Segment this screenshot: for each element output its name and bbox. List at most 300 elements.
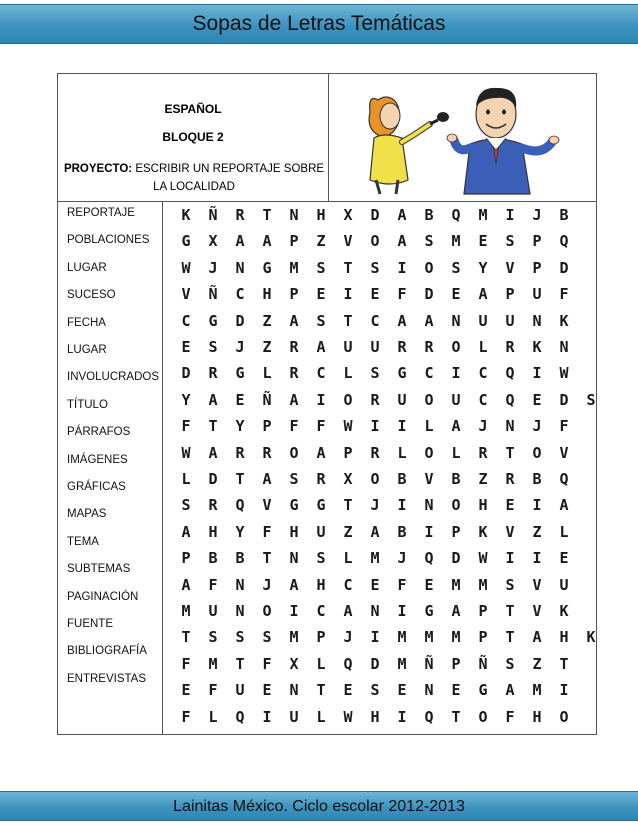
grid-letter: F <box>181 654 191 673</box>
word-list-item: BIBLIOGRAFÍA <box>67 645 147 658</box>
grid-letter: X <box>208 232 218 251</box>
grid-letter: I <box>532 549 542 568</box>
grid-letter: S <box>262 628 272 647</box>
grid-letter: O <box>289 443 299 462</box>
grid-letter: E <box>505 496 515 515</box>
grid-letter: O <box>343 390 353 409</box>
grid-letter: M <box>424 628 434 647</box>
grid-letter: X <box>289 654 299 673</box>
grid-letter: E <box>424 575 434 594</box>
grid-letter: F <box>262 654 272 673</box>
grid-letter: I <box>532 496 542 515</box>
word-list <box>58 202 163 734</box>
grid-letter: U <box>478 311 488 330</box>
grid-letter: T <box>316 681 326 700</box>
word-list-item: PAGINACIÓN <box>67 590 139 603</box>
grid-letter: I <box>343 285 353 304</box>
grid-letter: B <box>451 470 461 488</box>
grid-letter: N <box>532 311 542 330</box>
grid-letter: H <box>289 522 299 541</box>
grid-letter: C <box>235 285 245 304</box>
grid-letter: N <box>424 681 434 700</box>
grid-letter: X <box>343 470 353 488</box>
grid-letter: J <box>343 628 353 647</box>
grid-letter: U <box>316 522 326 541</box>
grid-letter: T <box>505 628 515 647</box>
grid-letter: L <box>343 364 353 383</box>
grid-letter: V <box>181 285 191 304</box>
grid-letter: U <box>451 390 461 409</box>
grid-letter: J <box>208 258 218 277</box>
grid-letter: F <box>559 285 569 304</box>
grid-letter: U <box>289 707 299 726</box>
grid-letter: L <box>478 338 488 356</box>
word-list-item: TEMA <box>67 535 99 548</box>
grid-letter: Q <box>235 707 245 726</box>
grid-letter: U <box>370 338 380 356</box>
grid-letter: W <box>343 707 353 726</box>
grid-letter: F <box>181 417 191 436</box>
grid-letter: A <box>370 522 380 541</box>
grid-letter: Q <box>451 206 461 224</box>
grid-letter: A <box>505 681 515 700</box>
word-list-item: ENTREVISTAS <box>67 672 147 685</box>
grid-letter: Y <box>478 258 488 277</box>
grid-letter: W <box>181 443 191 462</box>
grid-letter: V <box>559 443 569 462</box>
grid-letter: I <box>397 602 407 620</box>
word-list-item: INVOLUCRADOS <box>67 371 160 384</box>
grid-letter: H <box>316 575 326 594</box>
grid-letter: A <box>316 443 326 462</box>
grid-letter: J <box>262 575 272 594</box>
grid-letter: M <box>181 602 191 620</box>
grid-letter: J <box>532 206 542 224</box>
grid-letter: L <box>316 654 326 673</box>
grid-letter: C <box>343 575 353 594</box>
grid-letter: W <box>343 417 353 436</box>
grid-letter: L <box>397 443 407 462</box>
grid-letter: B <box>424 206 434 224</box>
grid-letter: Q <box>424 707 434 726</box>
word-list-item: SUBTEMAS <box>67 563 131 576</box>
grid-letter: M <box>289 258 299 277</box>
grid-letter: D <box>181 364 191 383</box>
grid-letter: F <box>289 417 299 436</box>
grid-letter: F <box>505 707 515 726</box>
grid-letter: X <box>343 206 353 224</box>
grid-letter: B <box>397 470 407 488</box>
grid-letter: T <box>343 258 353 277</box>
grid-letter: M <box>397 654 407 673</box>
grid-letter: S <box>505 232 515 251</box>
grid-letter: S <box>370 364 380 383</box>
grid-letter: A <box>262 470 272 488</box>
grid-letter: E <box>181 681 191 700</box>
grid-letter: I <box>532 364 542 383</box>
grid-letter: C <box>316 602 326 620</box>
grid-letter: Z <box>262 311 272 330</box>
grid-letter: N <box>505 417 515 436</box>
grid-letter: U <box>559 575 569 594</box>
word-list-item: IMÁGENES <box>67 453 128 466</box>
word-list-item: SUCESO <box>67 289 116 302</box>
grid-letter: H <box>262 285 272 304</box>
grid-letter: I <box>316 390 326 409</box>
grid-letter: K <box>478 522 488 541</box>
grid-letter: B <box>397 522 407 541</box>
grid-letter: J <box>478 417 488 436</box>
grid-letter: S <box>181 496 191 515</box>
grid-letter: N <box>370 602 380 620</box>
grid-letter: A <box>181 575 191 594</box>
grid-letter: K <box>532 338 542 356</box>
word-list-item: LUGAR <box>67 261 107 274</box>
grid-letter: U <box>505 311 515 330</box>
grid-letter: F <box>181 707 191 726</box>
grid-letter: A <box>262 232 272 251</box>
worksheet-frame <box>57 73 597 735</box>
grid-letter: T <box>343 311 353 330</box>
grid-letter: M <box>208 654 218 673</box>
grid-letter: Q <box>424 549 434 568</box>
grid-letter: E <box>370 285 380 304</box>
grid-letter: S <box>289 470 299 488</box>
grid-letter: A <box>397 232 407 251</box>
grid-letter: D <box>451 549 461 568</box>
grid-letter: T <box>505 602 515 620</box>
grid-letter: A <box>208 443 218 462</box>
word-list-item: GRÁFICAS <box>67 481 126 493</box>
grid-letter: P <box>289 232 299 251</box>
grid-letter: O <box>424 443 434 462</box>
grid-letter: T <box>181 628 191 647</box>
grid-letter: P <box>316 628 326 647</box>
grid-letter: A <box>343 602 353 620</box>
grid-letter: P <box>343 443 353 462</box>
grid-letter: R <box>478 443 488 462</box>
grid-letter: A <box>289 575 299 594</box>
grid-letter: P <box>478 628 488 647</box>
grid-letter: R <box>370 443 380 462</box>
grid-letter: R <box>289 364 299 383</box>
grid-letter: L <box>343 549 353 568</box>
grid-letter: O <box>478 707 488 726</box>
grid-letter: O <box>424 258 434 277</box>
grid-letter: C <box>370 311 380 330</box>
grid-letter: C <box>478 364 488 383</box>
grid-letter: B <box>559 206 569 224</box>
grid-letter: L <box>316 707 326 726</box>
word-list-item: LUGAR <box>67 344 107 356</box>
grid-letter: N <box>289 206 299 224</box>
grid-letter: I <box>424 522 434 541</box>
grid-letter: R <box>208 364 218 383</box>
grid-letter: S <box>424 232 434 251</box>
grid-letter: A <box>208 390 218 409</box>
grid-letter: S <box>316 258 326 277</box>
word-list-item: MAPAS <box>67 508 107 521</box>
grid-letter: T <box>451 707 461 726</box>
grid-letter: D <box>559 390 569 409</box>
grid-letter: S <box>235 628 245 647</box>
grid-letter: E <box>370 575 380 594</box>
grid-letter: W <box>478 549 488 568</box>
grid-letter: L <box>181 470 191 488</box>
grid-letter: O <box>370 470 380 488</box>
grid-letter: O <box>451 338 461 356</box>
grid-letter: Y <box>181 390 191 409</box>
grid-letter: B <box>235 549 245 568</box>
grid-letter: Z <box>343 522 353 541</box>
grid-letter: D <box>235 311 245 330</box>
grid-letter: Q <box>559 470 569 488</box>
grid-letter: S <box>316 311 326 330</box>
grid-letter: S <box>208 338 218 356</box>
grid-letter: G <box>208 311 218 330</box>
grid-letter: V <box>505 258 515 277</box>
word-list-item: FECHA <box>67 316 106 329</box>
grid-letter: A <box>289 390 299 409</box>
grid-letter: Ñ <box>208 285 218 304</box>
grid-letter: G <box>424 602 434 620</box>
grid-letter: G <box>181 232 191 251</box>
grid-letter: D <box>559 258 569 277</box>
grid-letter: F <box>397 285 407 304</box>
grid-letter: E <box>262 681 272 700</box>
grid-letter: I <box>289 602 299 620</box>
grid-letter: D <box>370 654 380 673</box>
grid-letter: B <box>532 470 542 488</box>
grid-letter: K <box>559 311 569 330</box>
grid-letter: C <box>478 390 488 409</box>
grid-letter: G <box>235 364 245 383</box>
grid-letter: M <box>289 628 299 647</box>
grid-letter: A <box>397 206 407 224</box>
grid-letter: G <box>316 496 326 515</box>
grid-letter: S <box>505 654 515 673</box>
grid-letter: R <box>235 443 245 462</box>
grid-letter: N <box>451 311 461 330</box>
grid-letter: I <box>397 496 407 515</box>
grid-letter: E <box>478 232 488 251</box>
grid-letter: K <box>586 628 596 647</box>
project-text: ESCRIBIR UN REPORTAJE SOBRE LA LOCALIDAD <box>132 163 325 193</box>
word-list-item: TÍTULO <box>67 398 108 411</box>
grid-letter: A <box>397 311 407 330</box>
grid-letter: R <box>208 496 218 515</box>
page-title: Sopas de Letras Temáticas <box>192 12 446 35</box>
grid-letter: T <box>343 496 353 515</box>
grid-letter: P <box>451 522 461 541</box>
grid-letter: Ñ <box>208 206 218 224</box>
grid-letter: A <box>289 311 299 330</box>
grid-letter: N <box>235 575 245 594</box>
grid-letter: J <box>370 496 380 515</box>
grid-letter: R <box>262 443 272 462</box>
grid-letter: E <box>532 390 542 409</box>
grid-letter: O <box>559 707 569 726</box>
grid-letter: N <box>559 338 569 356</box>
grid-letter: R <box>397 338 407 356</box>
grid-letter: N <box>289 681 299 700</box>
grid-letter: A <box>316 338 326 356</box>
grid-letter: T <box>235 470 245 488</box>
grid-letter: T <box>559 654 569 673</box>
grid-letter: R <box>505 470 515 488</box>
grid-letter: I <box>505 206 515 224</box>
grid-letter: T <box>262 549 272 568</box>
grid-letter: F <box>262 522 272 541</box>
grid-letter: O <box>262 602 272 620</box>
grid-letter: Z <box>532 522 542 541</box>
grid-letter: O <box>370 232 380 251</box>
grid-letter: I <box>559 681 569 700</box>
grid-letter: T <box>505 443 515 462</box>
grid-letter: T <box>235 654 245 673</box>
grid-letter: H <box>370 707 380 726</box>
grid-letter: A <box>181 522 191 541</box>
grid-letter: I <box>505 549 515 568</box>
grid-letter: Z <box>532 654 542 673</box>
grid-letter: H <box>559 628 569 647</box>
grid-letter: I <box>397 707 407 726</box>
grid-letter: Q <box>343 654 353 673</box>
grid-letter: R <box>370 390 380 409</box>
grid-letter: M <box>478 575 488 594</box>
block-label: BLOQUE 2 <box>162 130 224 144</box>
grid-letter: E <box>235 390 245 409</box>
grid-letter: O <box>424 390 434 409</box>
grid-letter: C <box>316 364 326 383</box>
grid-letter: U <box>532 285 542 304</box>
grid-letter: N <box>235 602 245 620</box>
grid-letter: Z <box>262 338 272 356</box>
grid-letter: M <box>478 206 488 224</box>
grid-letter: Ñ <box>262 390 272 409</box>
header-divider <box>328 74 329 202</box>
grid-letter: I <box>262 707 272 726</box>
footer-banner <box>0 791 638 821</box>
grid-letter: Ñ <box>424 654 434 673</box>
grid-letter: V <box>262 496 272 515</box>
grid-letter: M <box>451 232 461 251</box>
project-label: PROYECTO: <box>63 163 133 175</box>
grid-letter: E <box>343 681 353 700</box>
grid-letter: Z <box>478 470 488 488</box>
grid-letter: S <box>505 575 515 594</box>
grid-letter: L <box>208 707 218 726</box>
grid-letter: A <box>532 628 542 647</box>
footer-text: Lainitas México. Ciclo escolar 2012-2013 <box>173 798 465 815</box>
grid-letter: Q <box>559 232 569 251</box>
word-list-item: PÁRRAFOS <box>67 426 131 439</box>
grid-letter: G <box>262 258 272 277</box>
grid-letter: P <box>532 258 542 277</box>
grid-letter: A <box>235 232 245 251</box>
grid-letter: L <box>262 364 272 383</box>
grid-letter: A <box>451 602 461 620</box>
grid-letter: J <box>235 338 245 356</box>
worksheet-header <box>58 74 596 202</box>
grid-letter: G <box>478 681 488 700</box>
grid-letter: T <box>262 206 272 224</box>
grid-letter: P <box>262 417 272 436</box>
grid-letter: V <box>343 232 353 251</box>
grid-letter: L <box>424 417 434 436</box>
grid-letter: S <box>370 258 380 277</box>
grid-letter: I <box>370 417 380 436</box>
grid-letter: I <box>451 364 461 383</box>
grid-letter: C <box>181 311 191 330</box>
grid-letter: E <box>397 681 407 700</box>
grid-letter: U <box>208 602 218 620</box>
grid-letter: P <box>289 285 299 304</box>
grid-letter: P <box>505 285 515 304</box>
grid-letter: I <box>397 258 407 277</box>
grid-letter: A <box>424 311 434 330</box>
grid-letter: N <box>289 549 299 568</box>
grid-letter: P <box>532 232 542 251</box>
grid-letter: M <box>397 628 407 647</box>
grid-letter: D <box>424 285 434 304</box>
grid-letter: E <box>451 681 461 700</box>
grid-letter: S <box>370 681 380 700</box>
grid-letter: Y <box>235 417 245 436</box>
grid-letter: V <box>532 602 542 620</box>
grid-letter: M <box>532 681 542 700</box>
grid-letter: J <box>532 417 542 436</box>
grid-letter: U <box>397 390 407 409</box>
grid-letter: R <box>289 338 299 356</box>
grid-letter: F <box>316 417 326 436</box>
grid-letter: G <box>289 496 299 515</box>
grid-letter: E <box>181 338 191 356</box>
grid-letter: B <box>208 549 218 568</box>
grid-letter: K <box>559 602 569 620</box>
grid-letter: L <box>559 522 569 541</box>
grid-letter: R <box>424 338 434 356</box>
grid-letter: L <box>451 443 461 462</box>
grid-letter: V <box>424 470 434 488</box>
grid-letter: N <box>235 258 245 277</box>
grid-letter: S <box>316 549 326 568</box>
grid-letter: Q <box>505 390 515 409</box>
grid-letter: I <box>370 628 380 647</box>
grid-letter: Y <box>235 522 245 541</box>
grid-letter: P <box>451 654 461 673</box>
grid-letter: V <box>505 522 515 541</box>
grid-letter: A <box>559 496 569 515</box>
grid-letter: W <box>181 258 191 277</box>
grid-letter: O <box>451 496 461 515</box>
grid-letter: Q <box>505 364 515 383</box>
project-description <box>63 160 325 196</box>
grid-letter: U <box>343 338 353 356</box>
subject-label: ESPAÑOL <box>164 102 222 116</box>
interview-illustration-image <box>346 80 586 198</box>
grid-letter: S <box>208 628 218 647</box>
grid-letter: J <box>397 549 407 568</box>
grid-letter: N <box>424 496 434 515</box>
grid-letter: P <box>478 602 488 620</box>
grid-letter: F <box>559 417 569 436</box>
grid-letter: E <box>316 285 326 304</box>
grid-letter: A <box>451 417 461 436</box>
grid-letter: S <box>451 258 461 277</box>
grid-letter: O <box>532 443 542 462</box>
grid-letter: F <box>208 575 218 594</box>
